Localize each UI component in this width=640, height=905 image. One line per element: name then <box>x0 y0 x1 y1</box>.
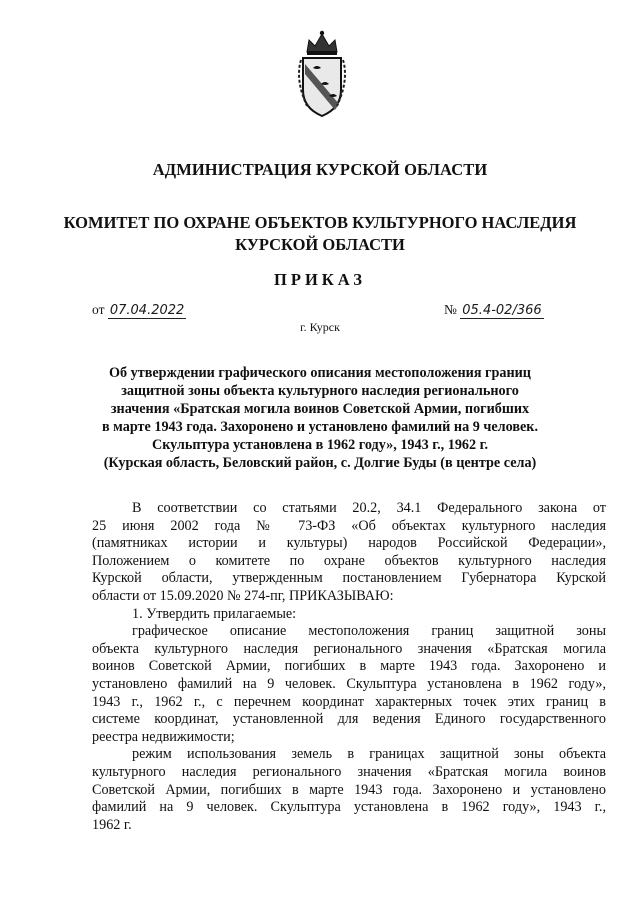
body-line: 1943 г., 1962 г., с перечнем координат характерных точек этих границ в <box>92 693 606 710</box>
coat-of-arms-emblem <box>295 30 349 122</box>
body-line: Советской Армии, погибших в марте 1943 года. Захоронено и установлено <box>92 781 606 798</box>
title-line: Скульптура установлена в 1962 году», 1943 г., 1962 г. <box>151 437 489 453</box>
body-line: В соответствии со статьями 20.2, 34.1 Федерального закона от <box>132 500 606 516</box>
title-line: Об утверждении графического описания местоположения границ <box>108 365 531 381</box>
title-line: в марте 1943 года. Захоронено и установлено фамилий на 9 человек. <box>101 419 539 435</box>
committee-heading-line: КОМИТЕТ ПО ОХРАНЕ ОБЪЕКТОВ КУЛЬТУРНОГО НАСЛЕДИЯ <box>63 213 577 232</box>
body-line: (памятниках истории и культуры) народов Российской Федерации», <box>92 535 606 552</box>
body-line: режим использования земель в границах защитной зоны объекта <box>132 746 606 763</box>
administration-heading: АДМИНИСТРАЦИЯ КУРСКОЙ ОБЛАСТИ <box>152 160 488 179</box>
body-line: 1. Утвердить прилагаемые: <box>132 605 297 622</box>
body-line: области от 15.09.2020 № 274-пг, ПРИКАЗЫВАЮ: <box>92 587 394 604</box>
body-line: объекта культурного наследия регионального значения «Братская могила <box>92 640 606 657</box>
order-heading: ПРИКАЗ <box>274 270 366 289</box>
number-prefix: № <box>444 302 457 317</box>
title-line: (Курская область, Беловский район, с. Долгие Буды (в центре села) <box>103 455 537 471</box>
committee-heading-line: КУРСКОЙ ОБЛАСТИ <box>235 235 405 254</box>
order-body <box>92 500 606 834</box>
city-label: г. Курск <box>300 320 340 334</box>
body-line: Курской области, утвержденным постановлением Губернатора Курской <box>92 570 606 587</box>
body-line: фамилий на 9 человек. Скульптура установлена в 1962 году», 1943 г., <box>92 799 606 816</box>
title-line: значения «Братская могила воинов Советской Армии, погибших <box>110 401 530 417</box>
body-line: 1962 г. <box>92 816 132 833</box>
body-line: системе координат, установленной для ведения Единого государственного <box>92 711 606 728</box>
order-title <box>60 364 580 472</box>
title-line: защитной зоны объекта культурного наследия регионального <box>121 383 519 399</box>
body-line: 25 июня 2002 года № 73-ФЗ «Об объектах культурного наследия <box>92 517 606 534</box>
committee-heading <box>0 212 640 256</box>
body-line: установлено фамилий на 9 человек. Скульптура установлена в 1962 году», <box>92 675 606 692</box>
body-line: реестра недвижимости; <box>92 728 235 745</box>
number-value: 05.4-02/366 <box>462 303 542 318</box>
order-date <box>92 302 186 319</box>
body-line: воинов Советской Армии, погибших в марте 1943 года. Захоронено и <box>92 658 606 675</box>
body-line: графическое описание местоположения границ защитной зоны <box>132 623 606 640</box>
body-line: культурного наследия регионального значения «Братская могила воинов <box>92 763 606 780</box>
date-value: 07.04.2022 <box>109 303 185 318</box>
order-number <box>444 302 544 319</box>
body-line: Положением о комитете по охране объектов культурного наследия <box>92 552 606 569</box>
date-prefix: от <box>92 302 105 317</box>
